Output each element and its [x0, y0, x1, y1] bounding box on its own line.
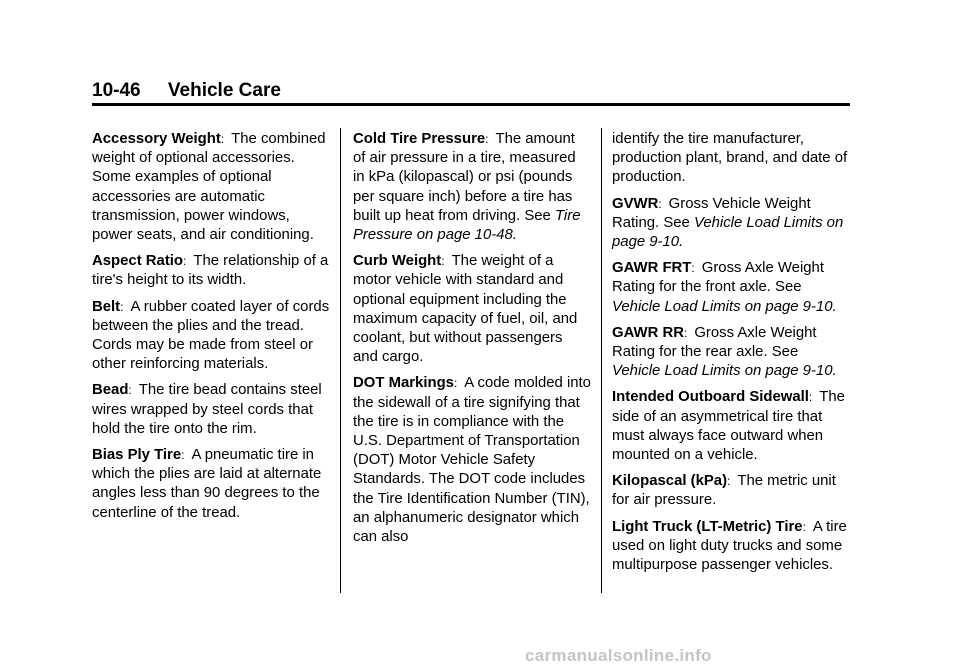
glossary-term: Kilopascal (kPa) :	[612, 473, 737, 489]
cross-reference-link[interactable]: Tire Pressure on page 10-48	[353, 207, 581, 244]
glossary-definition: The weight of a motor vehicle with standard and optional equipment including the maximum capacity of fuel, oil, and coolant, but without passengers and cargo.	[353, 253, 578, 366]
glossary-definition: identify the tire manufacturer, production plant, brand, and date of production.	[612, 131, 848, 186]
glossary-entry	[92, 381, 330, 439]
glossary-term: Light Truck (LT-Metric) Tire :	[612, 519, 813, 535]
glossary-entry	[92, 252, 330, 290]
glossary-entry	[353, 374, 591, 547]
glossary-term: Bias Ply Tire :	[92, 447, 191, 463]
glossary-term: Intended Outboard Sidewall :	[612, 389, 819, 405]
glossary-definition: A rubber coated layer of cords between the plies and the tread. Cords may be made from steel or other reinforcing materials.	[92, 298, 330, 373]
glossary-entry	[612, 259, 850, 317]
cross-reference-link[interactable]: Vehicle Load Limits on page 9-10	[612, 214, 844, 251]
glossary-entry	[353, 252, 591, 367]
glossary-term: Cold Tire Pressure :	[353, 131, 495, 147]
glossary-term: Bead :	[92, 382, 139, 398]
glossary-definition: A tire used on light duty trucks and some multipurpose passenger vehicles.	[612, 518, 847, 574]
glossary-entry	[92, 130, 330, 245]
glossary-term: Curb Weight :	[353, 253, 452, 269]
column-divider-1	[340, 128, 341, 593]
column-divider-2	[601, 128, 602, 593]
glossary-term: GAWR FRT :	[612, 260, 702, 276]
glossary-definition: The metric unit for air pressure.	[612, 473, 836, 509]
glossary-definition: The combined weight of optional accessories. Some examples of optional accessories are automatic transmission, power windows, power seats, and air conditioning.	[92, 131, 326, 244]
glossary-definition: Gross Axle Weight Rating for the rear axle. See	[612, 324, 817, 361]
glossary-entry	[92, 298, 330, 375]
glossary-term: Aspect Ratio :	[92, 253, 193, 269]
cross-reference-link[interactable]: Vehicle Load Limits on page 9-10	[612, 363, 833, 380]
glossary-definition: Gross Axle Weight Rating for the front axle. See	[612, 260, 824, 296]
watermark: carmanualsonline.info	[525, 646, 712, 665]
glossary-entry	[612, 195, 850, 253]
glossary-entry	[612, 324, 850, 382]
entry-tail: .	[512, 227, 517, 244]
glossary-definition: Gross Vehicle Weight Rating. See	[612, 195, 811, 231]
glossary-term: DOT Markings :	[353, 375, 464, 391]
header-rule	[92, 103, 850, 106]
glossary-entry	[612, 388, 850, 465]
cross-reference-link[interactable]: Vehicle Load Limits on page 9-10	[612, 298, 833, 315]
glossary-term: GVWR :	[612, 196, 669, 212]
glossary-definition: A code molded into the sidewall of a tire signifying that the tire is in compliance with the U.S. Department of Transportation (DOT) Motor Vehicle Safety Standards. The DOT code includes the Tire Identification Number (TIN), an alphanumeric designator which can also	[353, 375, 591, 546]
glossary-entry	[612, 472, 850, 510]
glossary-definition: The relationship of a tire's height to its width.	[92, 253, 329, 289]
glossary-definition: A pneumatic tire in which the plies are laid at alternate angles less than 90 degrees to the centerline of the tread.	[92, 447, 322, 521]
page-header	[92, 80, 281, 102]
entry-tail: .	[832, 298, 837, 315]
section-title: Vehicle Care	[167, 80, 281, 101]
glossary-entry	[353, 130, 591, 245]
entry-tail: .	[679, 234, 684, 251]
column-3	[612, 130, 850, 582]
glossary-definition: The side of an asymmetrical tire that must always face outward when mounted on a vehicle.	[612, 389, 845, 464]
glossary-definition: The amount of air pressure in a tire, measured in kPa (kilopascal) or psi (pounds per square inch) before a tire has built up heat from driving. See	[353, 131, 576, 224]
entry-tail: .	[832, 363, 837, 380]
glossary-term: Accessory Weight :	[92, 131, 231, 147]
glossary-term: Belt :	[92, 299, 130, 315]
glossary-definition: The tire bead contains steel wires wrapped by steel cords that hold the tire onto the rim.	[92, 382, 322, 437]
glossary-entry	[92, 446, 330, 523]
glossary-term: GAWR RR :	[612, 325, 694, 341]
column-1	[92, 130, 330, 530]
column-2	[353, 130, 591, 554]
glossary-entry	[612, 130, 850, 188]
glossary-entry	[612, 518, 850, 576]
page-number: 10-46	[92, 80, 141, 101]
